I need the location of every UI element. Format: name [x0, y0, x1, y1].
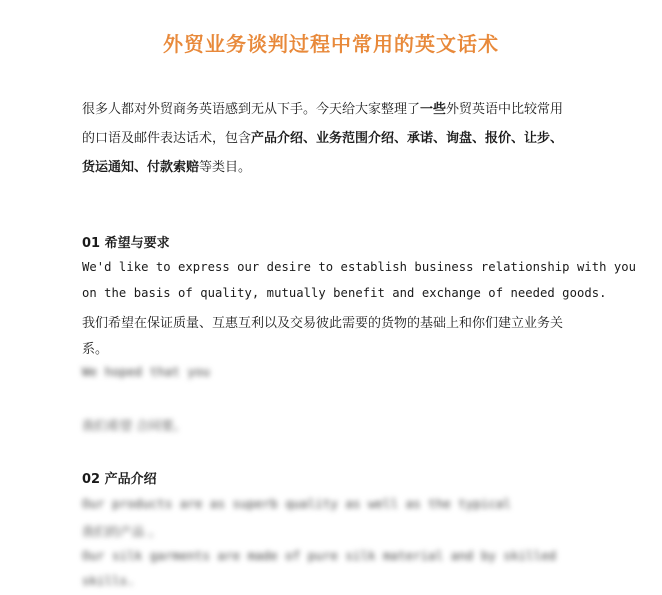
section-1-heading: 01 希望与要求 [82, 236, 170, 251]
section-2-blurred-line-3: Our silk garments are made of pure silk material and by skilled [82, 548, 557, 563]
section-1-blurred-line-3: 我们希望 合同要。 [82, 418, 186, 433]
section-1-blurred-line-1: We hoped that you [82, 364, 210, 379]
intro-line-3 [82, 153, 602, 182]
intro-text: 很多人都对外贸商务英语感到无从下手。今天给大家整理了 [82, 102, 421, 117]
intro-bold: 货运通知、付款索赔 [82, 160, 200, 175]
section-1-chinese-line-1: 我们希望在保证质量、互惠互利以及交易彼此需要的货物的基础上和你们建立业务关 [82, 316, 564, 331]
section-2-blurred-line-4: skills. [82, 573, 135, 588]
document-title: 外贸业务谈判过程中常用的英文话术 [163, 32, 499, 56]
intro-bold: 产品介绍、业务范围介绍、承诺、询盘、报价、让步、 [251, 131, 564, 146]
section-2-heading: 02 产品介绍 [82, 472, 157, 487]
intro-bold: 一些 [420, 102, 447, 117]
section-1-english-line-1: We'd like to express our desire to establish business relationship with you [82, 260, 637, 274]
intro-text: 等类目。 [199, 160, 252, 175]
section-2-blurred-line-1: Our products are as superb quality as well as the typical [82, 496, 511, 511]
section-1-chinese-line-2: 系。 [82, 342, 109, 357]
intro-text: 的口语及邮件表达话术，包含 [82, 131, 252, 146]
section-1-english-line-2: on the basis of quality, mutually benefit and exchange of needed goods. [82, 286, 607, 300]
intro-text: 外贸英语中比较常用 [446, 102, 564, 117]
section-2-blurred-line-2: 我们的产品 。 [82, 524, 161, 539]
intro-line-2 [82, 124, 602, 153]
intro-paragraph [82, 95, 602, 182]
intro-line-1 [82, 95, 602, 124]
